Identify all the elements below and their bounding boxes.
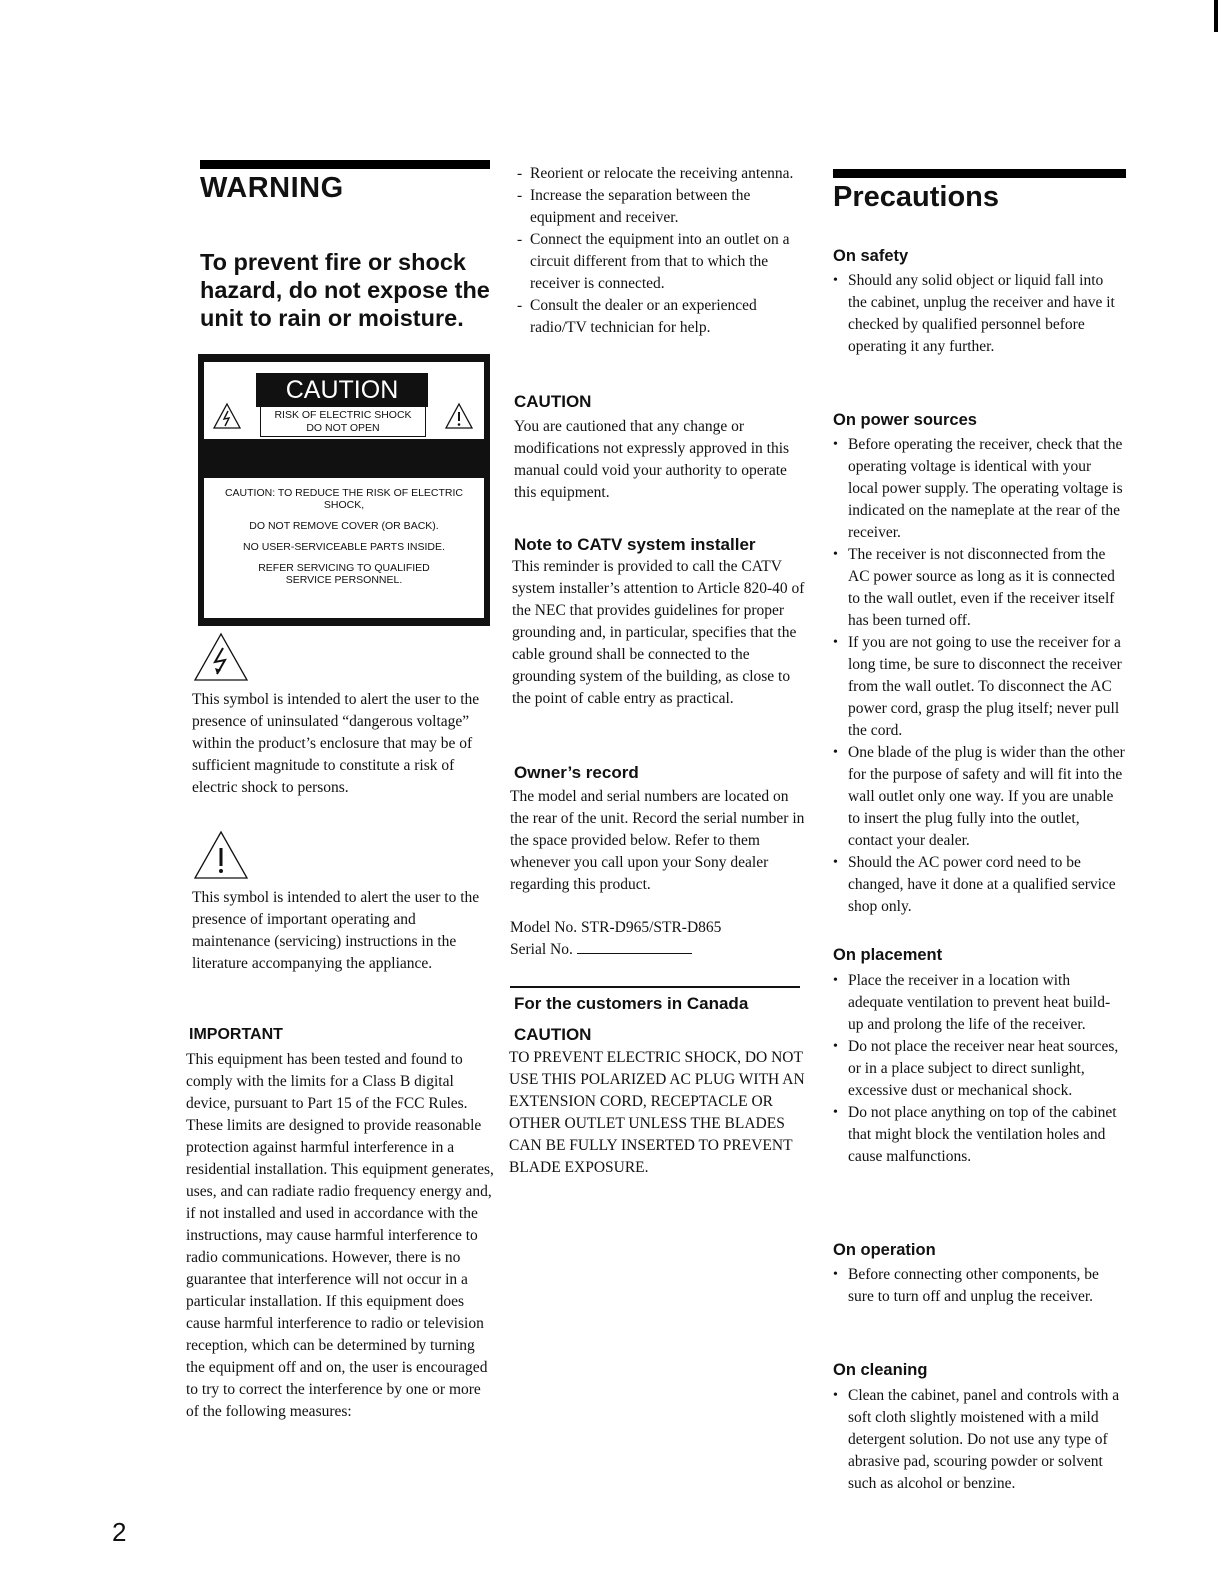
canada-caution-heading: CAUTION <box>514 1025 592 1044</box>
model-number: Model No. STR-D965/STR-D865 <box>510 919 722 936</box>
serial-number-blank <box>577 940 692 954</box>
catv-heading: Note to CATV system installer <box>514 535 756 554</box>
list-item: • Place the receiver in a location with adequate ventilation to prevent heat build-up and prolong the life of the receiver. <box>830 970 1125 1036</box>
list-item: • Do not place anything on top of the cabinet that might block the ventilation holes and cause malfunctions. <box>830 1102 1125 1168</box>
safety-list <box>830 270 1125 358</box>
exclamation-warning-symbol-icon <box>193 830 249 880</box>
lightning-triangle-icon <box>212 402 242 430</box>
safety-heading: On safety <box>833 247 909 265</box>
placement-list <box>830 970 1125 1168</box>
warning-subtitle: To prevent fire or shock hazard, do not expose the unit to rain or moisture. <box>200 249 490 331</box>
cleaning-heading: On cleaning <box>833 1361 928 1379</box>
operation-list <box>830 1264 1125 1308</box>
list-item: - Increase the separation between the equipment and receiver. <box>515 185 815 229</box>
owner-record-heading: Owner’s record <box>514 763 639 782</box>
list-item: • If you are not going to use the receiver for a long time, be sure to disconnect the receiver from the wall outlet. To disconnect the AC power cord, grasp the plug itself; never pull the cord. <box>830 632 1125 742</box>
lightning-warning-symbol-icon <box>193 632 249 682</box>
warning-rule <box>200 160 490 169</box>
caution-label-top <box>204 362 484 439</box>
caution-label-body <box>204 478 484 618</box>
list-item: • The receiver is not disconnected from the AC power source as long as it is connected to the wall outlet, even if the receiver itself has been turned off. <box>830 544 1125 632</box>
list-item: • Should the AC power cord need to be changed, have it done at a qualified service shop only. <box>830 852 1125 918</box>
list-item: • Before operating the receiver, check that the operating voltage is identical with your local power supply. The operating voltage is indicated on the nameplate at the rear of the receiver. <box>830 434 1125 544</box>
caution-line-2: DO NOT REMOVE COVER (OR BACK). <box>249 520 439 532</box>
list-item: • Do not place the receiver near heat sources, or in a place subject to direct sunlight, excessive dust or mechanical shock. <box>830 1036 1125 1102</box>
model-serial-record <box>510 917 805 961</box>
list-item: • Clean the cabinet, panel and controls with a soft cloth slightly moistened with a mild detergent solution. Do not use any type of abrasive pad, scouring powder or solvent such as alcohol or benzine. <box>830 1385 1125 1495</box>
precautions-rule <box>833 169 1126 178</box>
caution-label-box <box>198 354 490 626</box>
warning-title: WARNING <box>200 172 344 204</box>
lightning-symbol-description: This symbol is intended to alert the user to the presence of uninsulated “dangerous voltage” within the product’s enclosure that may be of sufficient magnitude to constitute a risk of electric shock to persons. <box>192 691 480 796</box>
scan-edge-mark <box>1214 0 1218 32</box>
caution-line-4: REFER SERVICING TO QUALIFIED SERVICE PERSONNEL. <box>258 562 430 586</box>
caution-heading: CAUTION <box>514 392 592 411</box>
precautions-title: Precautions <box>833 181 999 213</box>
caution-line-3: NO USER-SERVICEABLE PARTS INSIDE. <box>243 541 445 553</box>
operation-heading: On operation <box>833 1241 936 1259</box>
list-item: - Reorient or relocate the receiving antenna. <box>515 163 815 185</box>
important-heading: IMPORTANT <box>189 1026 283 1043</box>
interference-measures-list <box>515 163 815 339</box>
placement-heading: On placement <box>833 946 943 964</box>
caution-risk-text: RISK OF ELECTRIC SHOCK DO NOT OPEN <box>260 407 426 437</box>
caution-line-1: CAUTION: TO REDUCE THE RISK OF ELECTRIC SHOCK, <box>224 487 464 511</box>
owner-record-text: The model and serial numbers are located on the rear of the unit. Record the serial number in the space provided below. Refer to them whenever you call upon your Sony dealer regarding this product. <box>510 788 805 893</box>
power-sources-heading: On power sources <box>833 411 977 429</box>
canada-caution-text: TO PREVENT ELECTRIC SHOCK, DO NOT USE THIS POLARIZED AC PLUG WITH AN EXTENSION CORD, RECEPTACLE OR OTHER OUTLET UNLESS THE BLADES CAN BE FULLY INSERTED TO PREVENT BLADE EXPOSURE. <box>509 1049 805 1176</box>
exclamation-triangle-icon <box>444 402 474 430</box>
list-item: • One blade of the plug is wider than the other for the purpose of safety and will fit into the wall outlet only one way. If you are unable to insert the plug fully into the outlet, contact your dealer. <box>830 742 1125 852</box>
page-number: 2 <box>112 1517 127 1547</box>
exclamation-symbol-description: This symbol is intended to alert the user to the presence of important operating and maintenance (servicing) instructions in the literature accompanying the appliance. <box>192 889 480 972</box>
canada-section-rule <box>510 986 800 988</box>
list-item: • Should any solid object or liquid fall into the cabinet, unplug the receiver and have it checked by qualified personnel before operating it any further. <box>830 270 1125 358</box>
serial-label: Serial No. <box>510 941 573 958</box>
cleaning-list <box>830 1385 1125 1495</box>
caution-label: CAUTION <box>256 373 428 407</box>
list-item: - Connect the equipment into an outlet on a circuit different from that to which the receiver is connected. <box>515 229 815 295</box>
list-item: • Before connecting other components, be sure to turn off and unplug the receiver. <box>830 1264 1125 1308</box>
canada-heading: For the customers in Canada <box>514 994 749 1013</box>
caution-text: You are cautioned that any change or modifications not expressly approved in this manual could void your authority to operate this equipment. <box>514 418 790 501</box>
important-text: This equipment has been tested and found to comply with the limits for a Class B digital device, pursuant to Part 15 of the FCC Rules. These limits are designed to provide reasonable protection against harmful interference in a residential installation. This equipment generates, uses, and can radiate radio frequency energy and, if not installed and used in accordance with the instructions, may cause harmful interference to radio communications. However, there is no guarantee that interference will not occur in a particular installation. If this equipment does cause harmful interference to radio or television reception, which can be determined by turning the equipment off and on, the user is encouraged to try to correct the interference by one or more of the following measures: <box>186 1051 494 1420</box>
list-item: - Consult the dealer or an experienced radio/TV technician for help. <box>515 295 815 339</box>
catv-text: This reminder is provided to call the CATV system installer’s attention to Article 820-40 of the NEC that provides guidelines for proper grounding and, in particular, specifies that the cable ground shall be connected to the grounding system of the building, as close to the point of cable entry as practical. <box>512 558 805 707</box>
power-sources-list <box>830 434 1125 918</box>
